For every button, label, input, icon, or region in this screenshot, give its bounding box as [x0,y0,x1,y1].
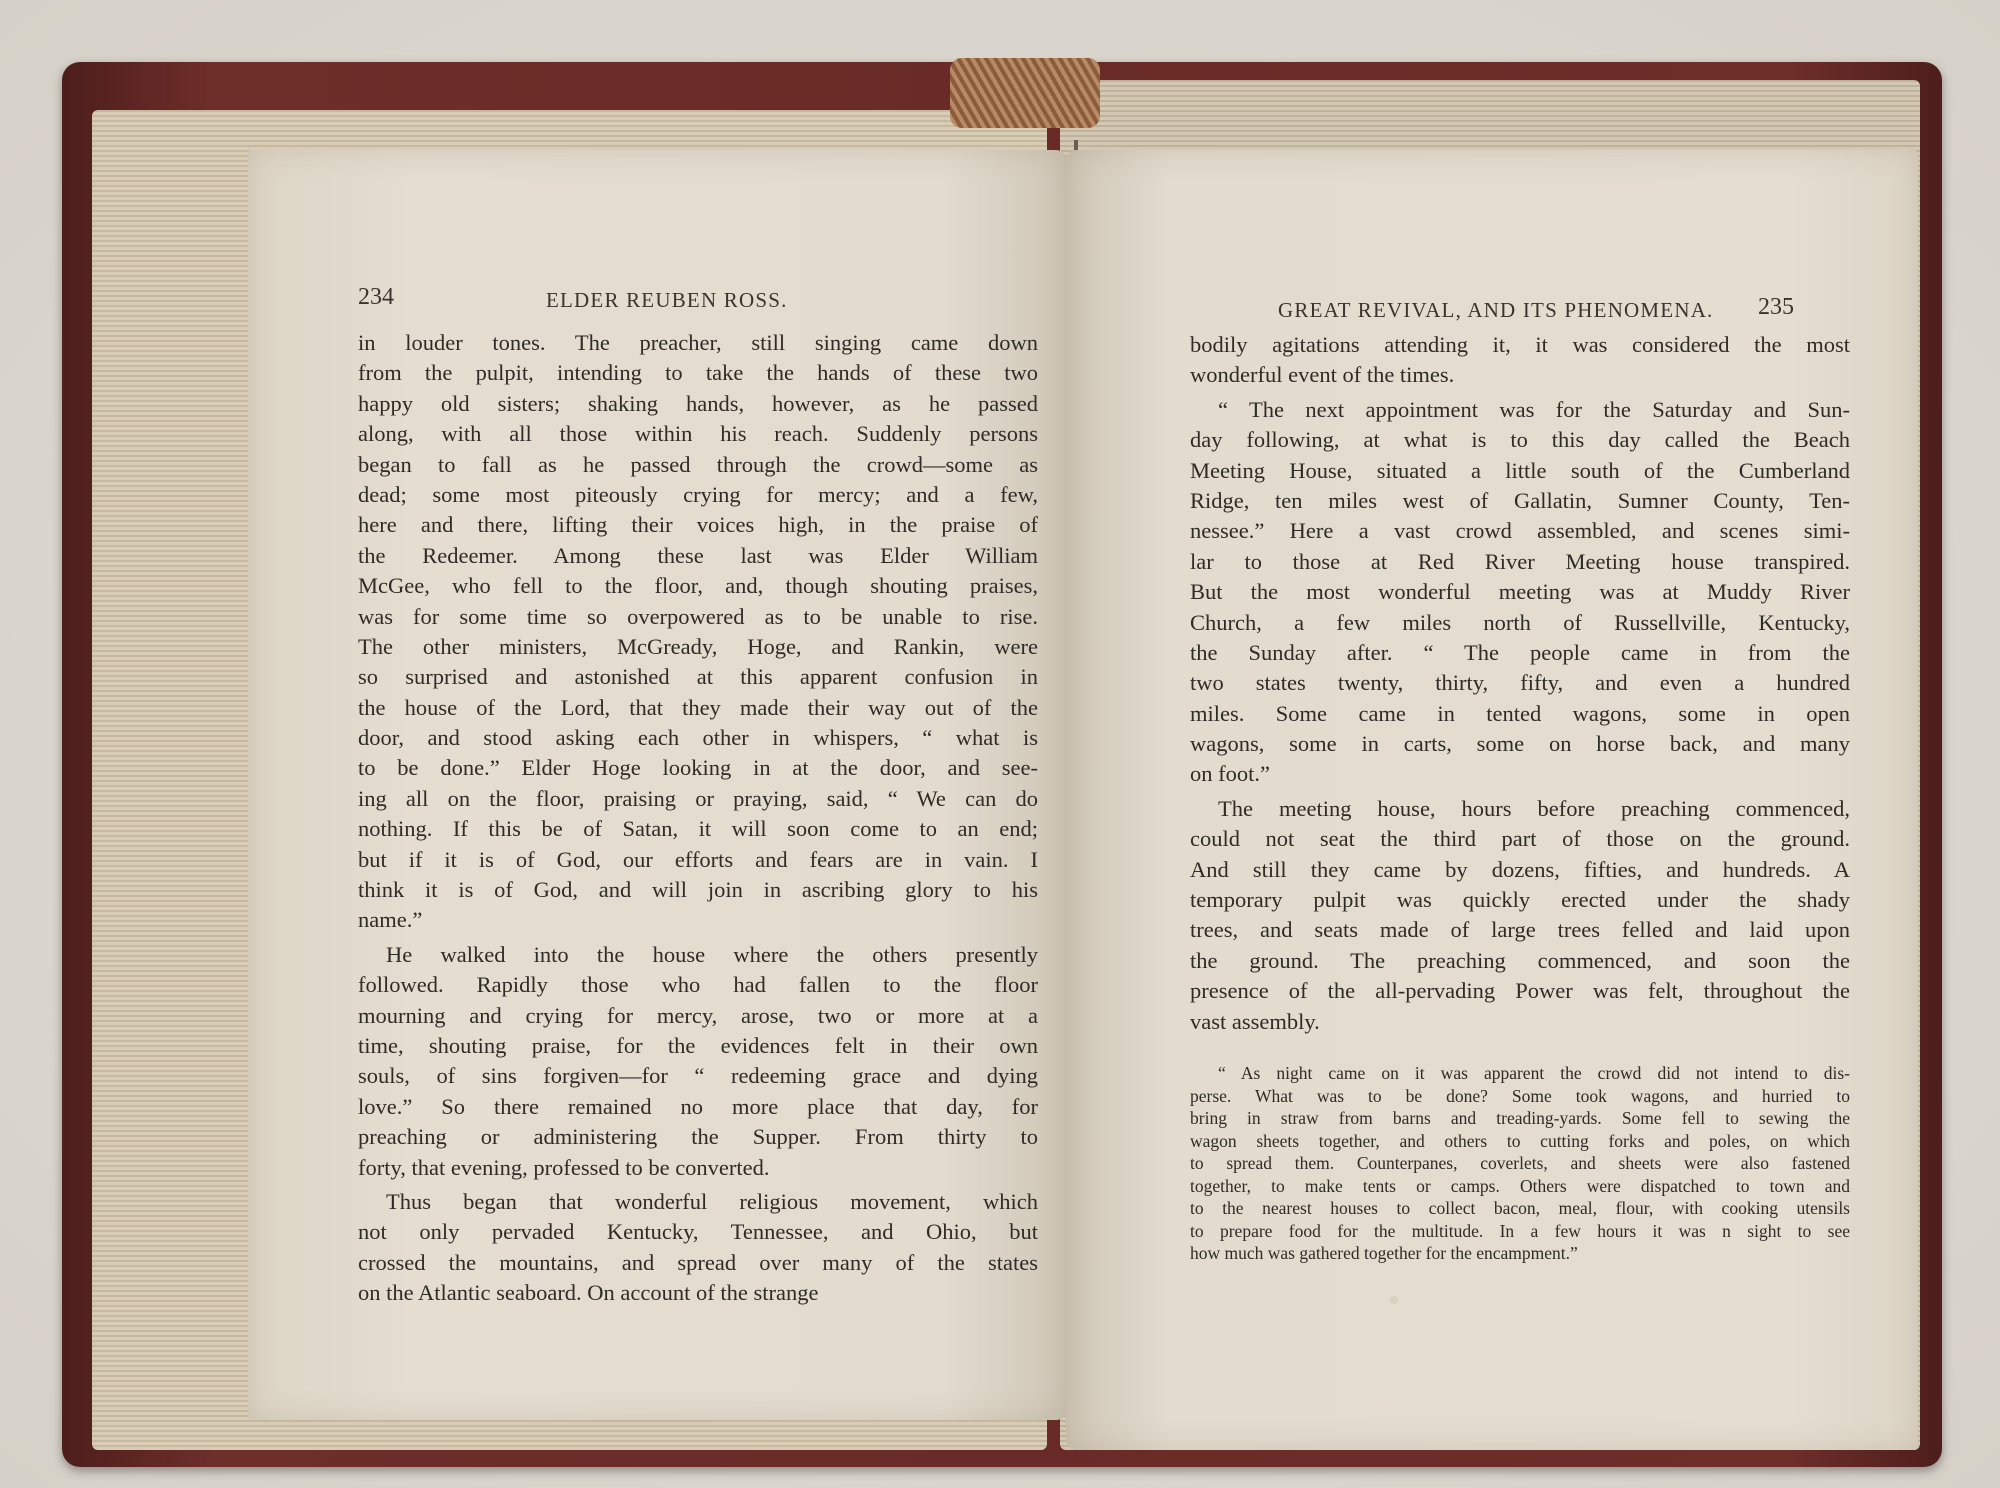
text-line: not only pervaded Kentucky, Tennessee, and Ohio, but [358,1219,1038,1245]
text-line: But the most wonderful meeting was at Muddy River [1190,579,1850,605]
left-running-head: ELDER REUBEN ROSS. [546,288,788,312]
text-line: The other ministers, McGready, Hoge, and Rankin, were [358,633,1038,659]
text-line: “ The next appointment was for the Saturday and Sun- [1218,396,1850,422]
text-line: vast assembly. [1190,1008,1320,1034]
right-running-head: GREAT REVIVAL, AND ITS PHENOMENA. [1278,298,1714,322]
text-line: McGee, who fell to the floor, and, though shouting praises, [358,573,1038,599]
text-line: along, with all those within his reach. Suddenly persons [358,421,1038,447]
text-line: here and there, lifting their voices high, in the praise of [358,512,1038,538]
text-line: souls, of sins forgiven—for “ redeeming grace and dying [358,1063,1038,1089]
text-line: the Sunday after. “ The people came in from the [1190,639,1850,665]
text-line: wagons, some in carts, some on horse back, and many [1190,731,1850,757]
text-line: bodily agitations attending it, it was considered the most [1190,332,1850,357]
text-line: crossed the mountains, and spread over many of the states [358,1249,1038,1275]
text-line: love.” So there remained no more place that day, for [358,1093,1038,1119]
text-line: in louder tones. The preacher, still singing came down [358,330,1038,355]
text-line: could not seat the third part of those on the ground. [1190,826,1850,852]
text-line: was for some time so overpowered as to be unable to rise. [358,603,1038,629]
book-spine-stitching [950,58,1100,128]
text-line: time, shouting praise, for the evidences felt in their own [358,1032,1038,1058]
text-line: The meeting house, hours before preaching commenced, [1218,795,1850,821]
text-line: preaching or administering the Supper. From thirty to [358,1124,1038,1150]
left-body-text [358,328,1038,1309]
text-line: Thus began that wonderful religious movement, which [386,1188,1038,1214]
ink-dot [1390,1296,1398,1304]
text-line: day following, at what is to this day called the Beach [1190,427,1850,453]
text-line: forty, that evening, professed to be converted. [358,1154,770,1180]
text-line: lar to those at Red River Meeting house transpired. [1190,548,1850,574]
text-line: on the Atlantic seaboard. On account of the strange [358,1280,819,1306]
text-line: from the pulpit, intending to take the hands of these two [358,360,1038,386]
text-line: Ridge, ten miles west of Gallatin, Sumner County, Ten- [1190,487,1850,513]
text-line: nothing. If this be of Satan, it will soon come to an end; [358,816,1038,842]
text-line: to be done.” Elder Hoge looking in at the door, and see- [358,755,1038,781]
text-line: And still they came by dozens, fifties, and hundreds. A [1190,856,1850,882]
footnote-line: “ As night came on it was apparent the crowd did not intend to dis- [1218,1063,1850,1083]
right-page [1066,150,1918,1450]
text-line: door, and stood asking each other in whispers, “ what is [358,725,1038,751]
left-page [248,150,1066,1420]
text-line: wonderful event of the times. [1190,362,1455,388]
footnote-line: to the nearest houses to collect bacon, meal, flour, with cooking utensils [1190,1198,1850,1218]
text-line: followed. Rapidly those who had fallen to the floor [358,972,1038,998]
text-line: so surprised and astonished at this apparent confusion in [358,664,1038,690]
right-body-text [1190,330,1850,1037]
text-line: began to fall as he passed through the crowd—some as [358,451,1038,477]
text-line: mourning and crying for mercy, arose, two or more at a [358,1002,1038,1028]
text-line: on foot.” [1190,761,1270,787]
text-line: miles. Some came in tented wagons, some in open [1190,700,1850,726]
left-page-number: 234 [358,284,394,310]
right-page-number: 235 [1758,294,1794,320]
footnote-line: perse. What was to be done? Some took wagons, and hurried to [1190,1085,1850,1106]
text-line: presence of the all-pervading Power was felt, throughout the [1190,978,1850,1004]
text-line: but if it is of God, our efforts and fears are in vain. I [358,846,1038,872]
text-line: the house of the Lord, that they made their way out of the [358,694,1038,720]
footnote-line: to prepare food for the multitude. In a few hours it was n sight to see [1190,1220,1850,1241]
text-line: Church, a few miles north of Russellville, Kentucky, [1190,609,1850,635]
text-line: He walked into the house where the others presently [386,941,1038,967]
text-line: ing all on the floor, praising or praying, said, “ We can do [358,785,1038,811]
footnote-line: how much was gathered together for the encampment.” [1190,1243,1578,1263]
text-line: nessee.” Here a vast crowd assembled, and scenes simi- [1190,518,1850,544]
text-line: name.” [358,907,423,933]
text-line: two states twenty, thirty, fifty, and even a hundred [1190,670,1850,696]
text-line: happy old sisters; shaking hands, however, as he passed [358,390,1038,416]
text-line: temporary pulpit was quickly erected under the shady [1190,887,1850,913]
text-line: the ground. The preaching commenced, and soon the [1190,947,1850,973]
footnote-line: wagon sheets together, and others to cutting forks and poles, on which [1190,1130,1850,1151]
footnote-line: together, to make tents or camps. Others were dispatched to town and [1190,1175,1850,1196]
footnote-line: to spread them. Counterpanes, coverlets, and sheets were also fastened [1190,1153,1850,1173]
text-line: dead; some most piteously crying for mercy; and a few, [358,481,1038,507]
text-line: the Redeemer. Among these last was Elder William [358,542,1038,568]
footnote [1190,1062,1850,1265]
text-line: Meeting House, situated a little south of the Cumberland [1190,457,1850,483]
footnote-line: bring in straw from barns and treading-yards. Some fell to sewing the [1190,1108,1850,1128]
text-line: trees, and seats made of large trees felled and laid upon [1190,917,1850,943]
text-line: think it is of God, and will join in ascribing glory to his [358,877,1038,903]
